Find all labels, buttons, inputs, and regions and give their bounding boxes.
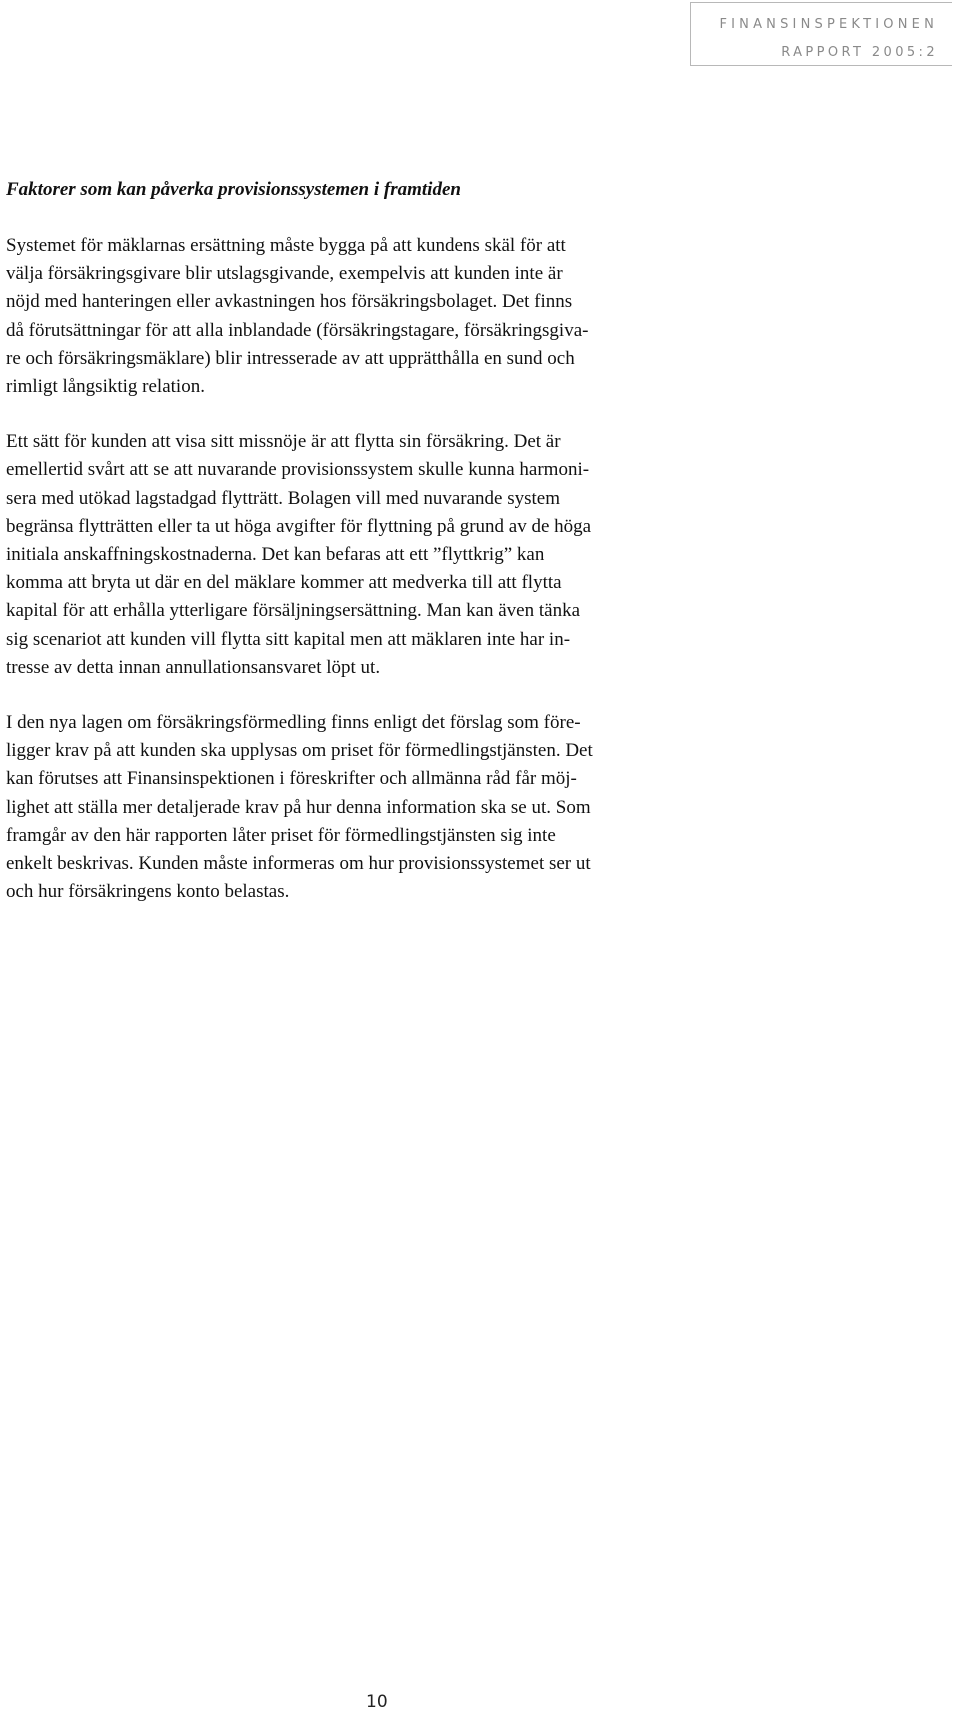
organization-name: FINANSINSPEKTIONEN — [719, 17, 938, 32]
paragraph-moving-insurance: Ett sätt för kunden att visa sitt missnöje är att flytta sin försäkring. Det är emellertid svårt att se att nuvarande provisionssystem skulle kunna harmoni- sera med utökad lagstadgad flytträtt. Bolagen vill med nuvarande system begränsa flytträtten eller ta ut höga avgifter för flyttning på grund av de höga initiala anskaffningskostnaderna. Det kan befaras att ett ”flyttkrig” kan komma att bryta ut där en del mäklare kommer att medverka till att flytta kapital för att erhålla ytterligare försäljningsersättning. Man kan även tänka sig scenariot att kunden vill flytta sitt kapital men att mäklaren inte har in- tresse av detta innan annullationsansvaret löpt ut. — [6, 431, 592, 678]
paragraph-broker-compensation: Systemet för mäklarnas ersättning måste bygga på att kundens skäl för att välja försäkringsgivare blir utslagsgivande, exempelvis att kunden inte är nöjd med hanteringen eller avkastningen hos försäkringsbolaget. Det finns då förutsättningar för att alla inblandade (försäkringstagare, försäkringsgiva- re och försäkringsmäklare) blir intresserade av att upprätthålla en sund och rimligt långsiktig relation. — [6, 235, 589, 398]
report-header — [690, 2, 952, 66]
report-identifier: RAPPORT 2005:2 — [781, 45, 938, 60]
page-number: 10 — [366, 1692, 388, 1712]
document-body — [6, 176, 754, 933]
paragraph-new-law: I den nya lagen om försäkringsförmedling finns enligt det förslag som före- ligger krav på att kunden ska upplysas om priset för förmedlingstjänsten. Det kan förutses att Finansinspektionen i föreskrifter och allmänna råd får möj- lighet att ställa mer detaljerade krav på hur denna information ska se ut. Som framgår av den här rapporten låter priset för förmedlingstjänsten sig inte enkelt beskrivas. Kunden måste informeras om hur provisionssystemet ser ut och hur försäkringens konto belastas. — [6, 712, 593, 903]
section-title: Faktorer som kan påverka provisionssystemen i framtiden — [6, 179, 461, 200]
